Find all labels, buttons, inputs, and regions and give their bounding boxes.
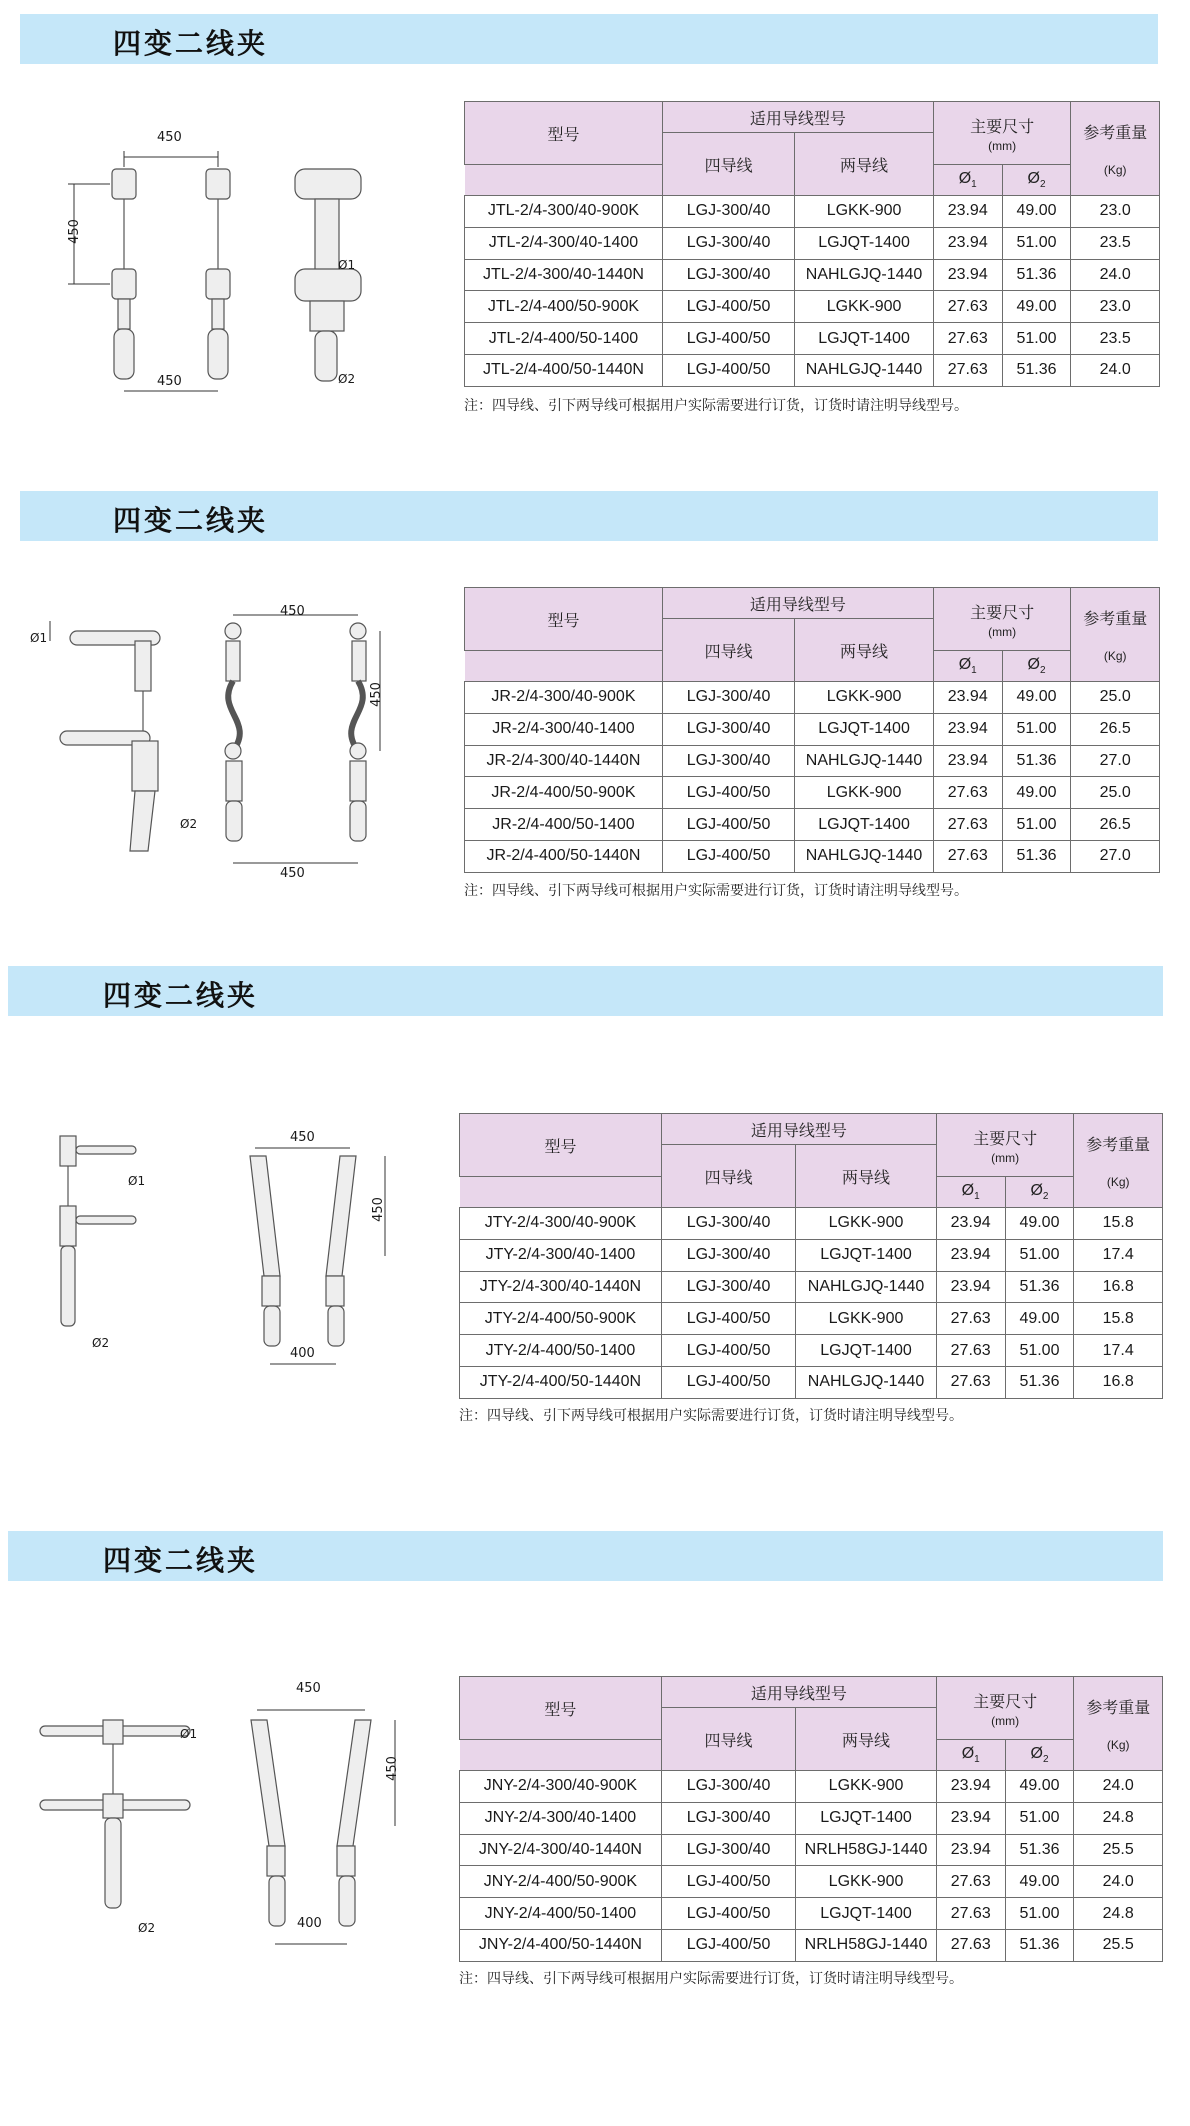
cell-two-wire: LGKK-900 <box>795 682 934 714</box>
section-title: 四变二线夹 <box>113 27 269 60</box>
col-d2 <box>1002 165 1071 196</box>
cell-weight: 26.5 <box>1071 713 1160 745</box>
weight-unit: (Kg) <box>1103 649 1127 663</box>
cell-two-wire: LGKK-900 <box>796 1303 937 1335</box>
col-four: 四导线 <box>661 1708 795 1771</box>
cell-four-wire: LGJ-400/50 <box>662 809 794 841</box>
cell-d1: 27.63 <box>933 840 1002 872</box>
cell-four-wire: LGJ-400/50 <box>662 291 794 323</box>
dim-label: Ø1 <box>128 1174 146 1188</box>
weight-unit: (Kg) <box>1106 1175 1130 1189</box>
spec-table <box>459 1113 1163 1399</box>
phi-symbol: Ø <box>1027 655 1040 673</box>
cell-four-wire: LGJ-400/50 <box>661 1335 795 1367</box>
cell-model: JR-2/4-300/40-1440N <box>465 745 663 777</box>
phi-sub: 2 <box>1039 179 1046 191</box>
cell-weight: 16.8 <box>1074 1366 1163 1398</box>
cell-four-wire: LGJ-400/50 <box>662 840 794 872</box>
cell-d1: 27.63 <box>933 354 1002 386</box>
dim-label: 400 <box>297 1916 322 1931</box>
col-two: 两导线 <box>795 619 934 682</box>
dim-label: 450 <box>290 1130 315 1145</box>
dim-label: 450 <box>66 219 82 244</box>
col-dims <box>936 1677 1074 1740</box>
cell-d1: 27.63 <box>936 1303 1005 1335</box>
cell-two-wire: NRLH58GJ-1440 <box>796 1929 937 1961</box>
phi-symbol: Ø <box>961 1181 975 1199</box>
cell-model: JNY-2/4-300/40-1400 <box>460 1802 662 1834</box>
cell-weight: 25.5 <box>1074 1834 1163 1866</box>
col-d2 <box>1005 1740 1074 1771</box>
dim-label: 450 <box>280 604 305 619</box>
col-d1 <box>933 165 1002 196</box>
cell-two-wire: LGJQT-1400 <box>796 1335 937 1367</box>
cell-two-wire: LGJQT-1400 <box>796 1898 937 1930</box>
cell-d2: 51.00 <box>1005 1335 1074 1367</box>
section-title: 四变二线夹 <box>103 979 259 1012</box>
cell-d2: 51.00 <box>1005 1239 1074 1271</box>
cell-d1: 23.94 <box>933 196 1002 228</box>
cell-d2: 51.36 <box>1005 1366 1074 1398</box>
dim-label: 450 <box>280 866 305 881</box>
phi-sub: 2 <box>1039 665 1046 677</box>
cell-d1: 27.63 <box>936 1929 1005 1961</box>
cell-d2: 49.00 <box>1005 1866 1074 1898</box>
table-row <box>460 1771 1163 1803</box>
dim-label: Ø1 <box>338 258 356 272</box>
cell-weight: 24.0 <box>1071 354 1160 386</box>
cell-d2: 49.00 <box>1005 1303 1074 1335</box>
col-d1 <box>933 651 1002 682</box>
cell-two-wire: NRLH58GJ-1440 <box>796 1834 937 1866</box>
section-title: 四变二线夹 <box>103 1544 259 1577</box>
col-weight <box>1074 1677 1163 1771</box>
col-weight <box>1071 102 1160 196</box>
table-row <box>460 1802 1163 1834</box>
table-row <box>460 1929 1163 1961</box>
dims-unit: (mm) <box>988 624 1017 639</box>
cell-model: JR-2/4-400/50-1400 <box>465 809 663 841</box>
table-row <box>460 1208 1163 1240</box>
cell-weight: 23.5 <box>1071 323 1160 355</box>
cell-d2: 51.00 <box>1002 323 1071 355</box>
table-row <box>465 840 1160 872</box>
col-weight <box>1074 1114 1163 1208</box>
cell-weight: 24.0 <box>1074 1771 1163 1803</box>
cell-model: JNY-2/4-300/40-900K <box>460 1771 662 1803</box>
cell-d1: 23.94 <box>933 745 1002 777</box>
cell-model: JNY-2/4-400/50-1400 <box>460 1898 662 1930</box>
col-d1 <box>936 1177 1005 1208</box>
cell-d1: 27.63 <box>936 1898 1005 1930</box>
cell-weight: 25.0 <box>1071 682 1160 714</box>
cell-model: JTL-2/4-300/40-1400 <box>465 227 663 259</box>
cell-four-wire: LGJ-300/40 <box>661 1271 795 1303</box>
cell-four-wire: LGJ-400/50 <box>661 1929 795 1961</box>
cell-d1: 23.94 <box>936 1834 1005 1866</box>
spec-table <box>464 587 1160 873</box>
cell-model: JR-2/4-400/50-900K <box>465 777 663 809</box>
cell-two-wire: LGJQT-1400 <box>795 809 934 841</box>
cell-two-wire: LGJQT-1400 <box>796 1239 937 1271</box>
table-row <box>465 354 1160 386</box>
cell-weight: 23.5 <box>1071 227 1160 259</box>
cell-d2: 51.36 <box>1005 1271 1074 1303</box>
table-row <box>465 713 1160 745</box>
cell-two-wire: LGKK-900 <box>796 1771 937 1803</box>
cell-four-wire: LGJ-300/40 <box>661 1802 795 1834</box>
cell-two-wire: LGJQT-1400 <box>796 1802 937 1834</box>
dim-label: 450 <box>370 1197 386 1222</box>
cell-weight: 23.0 <box>1071 196 1160 228</box>
cell-four-wire: LGJ-400/50 <box>661 1303 795 1335</box>
weight-label: 参考重量 <box>1086 1137 1151 1154</box>
cell-model: JNY-2/4-300/40-1440N <box>460 1834 662 1866</box>
dim-label: 450 <box>157 130 182 145</box>
cell-d1: 27.63 <box>933 809 1002 841</box>
dim-label: Ø1 <box>180 1727 198 1741</box>
table-row <box>460 1834 1163 1866</box>
col-d2 <box>1005 1177 1074 1208</box>
cell-model: JTL-2/4-300/40-1440N <box>465 259 663 291</box>
cell-model: JTY-2/4-400/50-1440N <box>460 1366 662 1398</box>
cell-four-wire: LGJ-400/50 <box>662 354 794 386</box>
phi-sub: 2 <box>1042 1191 1049 1203</box>
cell-four-wire: LGJ-400/50 <box>661 1898 795 1930</box>
cell-model: JNY-2/4-400/50-1440N <box>460 1929 662 1961</box>
cell-four-wire: LGJ-300/40 <box>661 1834 795 1866</box>
cell-d1: 27.63 <box>933 323 1002 355</box>
cell-d2: 51.36 <box>1002 745 1071 777</box>
section-title: 四变二线夹 <box>113 504 269 537</box>
dim-label: 450 <box>368 682 384 707</box>
weight-label: 参考重量 <box>1083 611 1148 628</box>
cell-d2: 51.36 <box>1005 1834 1074 1866</box>
table-row <box>460 1239 1163 1271</box>
col-model: 型号 <box>465 588 663 651</box>
table-row <box>465 682 1160 714</box>
weight-label: 参考重量 <box>1086 1700 1151 1717</box>
cell-d2: 49.00 <box>1002 291 1071 323</box>
cell-four-wire: LGJ-400/50 <box>662 323 794 355</box>
phi-sub: 1 <box>974 1754 980 1766</box>
cell-weight: 15.8 <box>1074 1208 1163 1240</box>
cell-model: JTY-2/4-300/40-900K <box>460 1208 662 1240</box>
cell-two-wire: LGKK-900 <box>796 1208 937 1240</box>
col-wire-group: 适用导线型号 <box>662 588 933 619</box>
cell-weight: 24.8 <box>1074 1898 1163 1930</box>
weight-label: 参考重量 <box>1083 125 1148 142</box>
cell-d2: 51.00 <box>1005 1802 1074 1834</box>
col-two: 两导线 <box>795 133 934 196</box>
cell-two-wire: LGJQT-1400 <box>795 227 934 259</box>
cell-model: JTY-2/4-300/40-1400 <box>460 1239 662 1271</box>
cell-four-wire: LGJ-400/50 <box>661 1366 795 1398</box>
dim-label: Ø2 <box>138 1921 156 1935</box>
cell-four-wire: LGJ-300/40 <box>661 1208 795 1240</box>
cell-weight: 17.4 <box>1074 1335 1163 1367</box>
dim-label: Ø2 <box>180 817 198 831</box>
phi-symbol: Ø <box>1027 169 1040 187</box>
col-model: 型号 <box>465 102 663 165</box>
cell-d2: 51.00 <box>1002 713 1071 745</box>
dim-label: Ø1 <box>30 631 48 645</box>
table-row <box>460 1366 1163 1398</box>
cell-four-wire: LGJ-300/40 <box>662 713 794 745</box>
col-dims <box>933 102 1071 165</box>
dims-label: 主要尺寸 <box>973 1693 1038 1711</box>
cell-model: JTL-2/4-400/50-1440N <box>465 354 663 386</box>
cell-d2: 49.00 <box>1002 777 1071 809</box>
cell-weight: 27.0 <box>1071 840 1160 872</box>
cell-four-wire: LGJ-300/40 <box>662 227 794 259</box>
cell-d2: 51.00 <box>1002 227 1071 259</box>
table-note: 注：四导线、引下两导线可根据用户实际需要进行订货，订货时请注明导线型号。 <box>459 1971 963 1987</box>
cell-model: JR-2/4-300/40-1400 <box>465 713 663 745</box>
cell-d2: 49.00 <box>1005 1771 1074 1803</box>
phi-symbol: Ø <box>961 1744 975 1762</box>
col-four: 四导线 <box>662 619 794 682</box>
col-wire-group: 适用导线型号 <box>662 102 933 133</box>
cell-d2: 51.00 <box>1005 1898 1074 1930</box>
phi-sub: 1 <box>971 179 977 191</box>
table-row <box>465 259 1160 291</box>
cell-model: JTL-2/4-300/40-900K <box>465 196 663 228</box>
cell-model: JR-2/4-400/50-1440N <box>465 840 663 872</box>
cell-weight: 27.0 <box>1071 745 1160 777</box>
cell-d2: 51.36 <box>1005 1929 1074 1961</box>
dims-unit: (mm) <box>991 1713 1020 1728</box>
cell-two-wire: LGJQT-1400 <box>795 323 934 355</box>
clamp-drawing <box>40 601 400 881</box>
phi-sub: 1 <box>971 665 977 677</box>
cell-d1: 27.63 <box>936 1866 1005 1898</box>
clamp-drawing <box>60 129 370 399</box>
weight-unit: (Kg) <box>1103 163 1127 177</box>
table-row <box>460 1303 1163 1335</box>
phi-sub: 1 <box>974 1191 980 1203</box>
col-weight <box>1071 588 1160 682</box>
cell-model: JTL-2/4-400/50-900K <box>465 291 663 323</box>
cell-weight: 16.8 <box>1074 1271 1163 1303</box>
cell-weight: 24.0 <box>1071 259 1160 291</box>
col-dims <box>936 1114 1074 1177</box>
cell-four-wire: LGJ-300/40 <box>662 259 794 291</box>
cell-model: JNY-2/4-400/50-900K <box>460 1866 662 1898</box>
cell-model: JTY-2/4-400/50-900K <box>460 1303 662 1335</box>
cell-d2: 51.36 <box>1002 259 1071 291</box>
col-two: 两导线 <box>796 1145 937 1208</box>
cell-d2: 49.00 <box>1002 196 1071 228</box>
table-note: 注：四导线、引下两导线可根据用户实际需要进行订货，订货时请注明导线型号。 <box>464 398 968 414</box>
weight-unit: (Kg) <box>1106 1738 1130 1752</box>
clamp-drawing <box>35 1696 405 1956</box>
cell-d1: 27.63 <box>933 777 1002 809</box>
cell-two-wire: NAHLGJQ-1440 <box>795 259 934 291</box>
cell-model: JR-2/4-300/40-900K <box>465 682 663 714</box>
cell-two-wire: NAHLGJQ-1440 <box>795 840 934 872</box>
phi-sub: 2 <box>1042 1754 1049 1766</box>
table-row <box>465 291 1160 323</box>
cell-weight: 24.8 <box>1074 1802 1163 1834</box>
table-row <box>465 745 1160 777</box>
dims-unit: (mm) <box>988 138 1017 153</box>
dim-label: Ø2 <box>338 372 356 386</box>
cell-d1: 27.63 <box>933 291 1002 323</box>
cell-two-wire: LGKK-900 <box>795 196 934 228</box>
cell-weight: 25.5 <box>1074 1929 1163 1961</box>
table-note: 注：四导线、引下两导线可根据用户实际需要进行订货，订货时请注明导线型号。 <box>464 883 968 899</box>
col-two: 两导线 <box>796 1708 937 1771</box>
col-d1 <box>936 1740 1005 1771</box>
dim-label: 450 <box>296 1681 321 1696</box>
spec-table <box>459 1676 1163 1962</box>
cell-d1: 27.63 <box>936 1335 1005 1367</box>
phi-symbol: Ø <box>958 655 972 673</box>
cell-four-wire: LGJ-300/40 <box>662 196 794 228</box>
cell-model: JTY-2/4-400/50-1400 <box>460 1335 662 1367</box>
cell-four-wire: LGJ-300/40 <box>662 745 794 777</box>
cell-weight: 17.4 <box>1074 1239 1163 1271</box>
table-row <box>460 1866 1163 1898</box>
cell-d1: 23.94 <box>933 259 1002 291</box>
cell-d1: 23.94 <box>936 1802 1005 1834</box>
cell-weight: 26.5 <box>1071 809 1160 841</box>
cell-weight: 24.0 <box>1074 1866 1163 1898</box>
cell-d1: 23.94 <box>933 682 1002 714</box>
dims-label: 主要尺寸 <box>973 1130 1038 1148</box>
cell-four-wire: LGJ-300/40 <box>661 1771 795 1803</box>
table-row <box>465 196 1160 228</box>
spec-table <box>464 101 1160 387</box>
cell-d1: 23.94 <box>933 227 1002 259</box>
dim-label: Ø2 <box>92 1336 110 1350</box>
cell-d1: 27.63 <box>936 1366 1005 1398</box>
col-wire-group: 适用导线型号 <box>661 1677 936 1708</box>
table-row <box>465 777 1160 809</box>
cell-weight: 15.8 <box>1074 1303 1163 1335</box>
phi-symbol: Ø <box>1030 1744 1043 1762</box>
cell-model: JTY-2/4-300/40-1440N <box>460 1271 662 1303</box>
cell-two-wire: LGJQT-1400 <box>795 713 934 745</box>
col-model: 型号 <box>460 1677 662 1740</box>
cell-d1: 23.94 <box>933 713 1002 745</box>
table-row <box>465 809 1160 841</box>
cell-four-wire: LGJ-300/40 <box>661 1239 795 1271</box>
cell-d2: 51.00 <box>1002 809 1071 841</box>
cell-two-wire: NAHLGJQ-1440 <box>796 1366 937 1398</box>
cell-four-wire: LGJ-300/40 <box>662 682 794 714</box>
cell-d2: 49.00 <box>1002 682 1071 714</box>
cell-four-wire: LGJ-400/50 <box>661 1866 795 1898</box>
cell-model: JTL-2/4-400/50-1400 <box>465 323 663 355</box>
cell-two-wire: NAHLGJQ-1440 <box>795 745 934 777</box>
col-dims <box>933 588 1071 651</box>
cell-two-wire: LGKK-900 <box>795 291 934 323</box>
cell-d2: 51.36 <box>1002 354 1071 386</box>
table-note: 注：四导线、引下两导线可根据用户实际需要进行订货，订货时请注明导线型号。 <box>459 1408 963 1424</box>
col-four: 四导线 <box>661 1145 795 1208</box>
cell-d1: 23.94 <box>936 1771 1005 1803</box>
cell-d1: 23.94 <box>936 1208 1005 1240</box>
cell-d1: 23.94 <box>936 1239 1005 1271</box>
dim-label: 450 <box>157 374 182 389</box>
col-wire-group: 适用导线型号 <box>661 1114 936 1145</box>
table-row <box>460 1898 1163 1930</box>
cell-two-wire: LGKK-900 <box>796 1866 937 1898</box>
cell-two-wire: NAHLGJQ-1440 <box>796 1271 937 1303</box>
cell-two-wire: NAHLGJQ-1440 <box>795 354 934 386</box>
cell-d2: 51.36 <box>1002 840 1071 872</box>
table-row <box>460 1335 1163 1367</box>
cell-weight: 25.0 <box>1071 777 1160 809</box>
dim-label: 400 <box>290 1346 315 1361</box>
dims-label: 主要尺寸 <box>970 118 1035 136</box>
dims-label: 主要尺寸 <box>970 604 1035 622</box>
phi-symbol: Ø <box>1030 1181 1043 1199</box>
table-row <box>460 1271 1163 1303</box>
col-d2 <box>1002 651 1071 682</box>
phi-symbol: Ø <box>958 169 972 187</box>
cell-d1: 23.94 <box>936 1271 1005 1303</box>
col-model: 型号 <box>460 1114 662 1177</box>
dim-label: 450 <box>384 1756 400 1781</box>
cell-d2: 49.00 <box>1005 1208 1074 1240</box>
cell-four-wire: LGJ-400/50 <box>662 777 794 809</box>
col-four: 四导线 <box>662 133 794 196</box>
cell-weight: 23.0 <box>1071 291 1160 323</box>
table-row <box>465 227 1160 259</box>
cell-two-wire: LGKK-900 <box>795 777 934 809</box>
dims-unit: (mm) <box>991 1150 1020 1165</box>
table-row <box>465 323 1160 355</box>
